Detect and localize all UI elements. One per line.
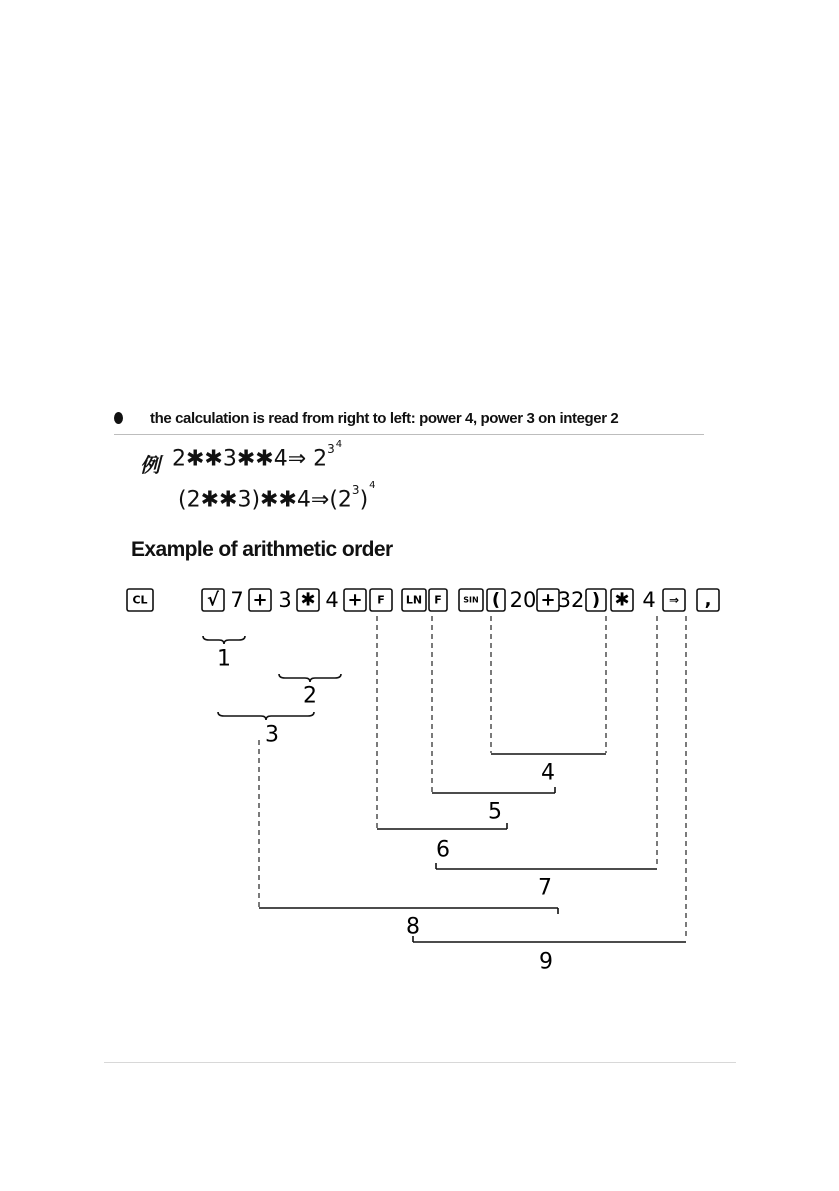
footer-rule (104, 1062, 736, 1063)
key-6 (344, 589, 366, 611)
key-label-17: 4 (642, 588, 656, 612)
key-0 (202, 589, 224, 611)
key-label-19: , (704, 589, 712, 611)
key-18 (663, 589, 685, 611)
example-2-inner-exponent: 3 (351, 483, 360, 497)
key-label-1: 7 (230, 588, 244, 612)
key-label-14: 32 (557, 588, 585, 612)
key-13 (537, 589, 559, 611)
key-label-2: + (252, 589, 268, 611)
key-17 (642, 588, 655, 612)
step-label-1: 1 (217, 646, 231, 672)
key-14 (558, 588, 585, 612)
example-label: 例 (140, 453, 160, 477)
key-15 (586, 589, 606, 611)
key-label-6: + (347, 589, 363, 611)
key-12 (510, 588, 537, 612)
step-label-7: 7 (538, 875, 552, 901)
clear-key (127, 589, 153, 611)
key-11 (487, 589, 505, 611)
key-2 (249, 589, 271, 611)
key-10 (459, 589, 483, 611)
section-heading: Example of arithmetic order (131, 538, 393, 561)
key-label-18: ⇒ (668, 593, 680, 607)
example-1-exponent: 3 (327, 442, 335, 456)
key-3 (278, 588, 291, 612)
example-1-base: 2 (313, 446, 328, 472)
step-label-3: 3 (265, 722, 279, 748)
key-label-15: ) (591, 589, 601, 611)
example-2-close: ) (359, 487, 369, 513)
key-label-16: ✱ (614, 589, 630, 611)
key-4 (297, 589, 319, 611)
step-label-5: 5 (488, 799, 502, 825)
key-label-3: 3 (278, 588, 292, 612)
step-label-9: 9 (539, 949, 553, 975)
key-label-5: 4 (325, 588, 339, 612)
example-2-expression: (2✱✱3)✱✱4⇒ (178, 487, 330, 513)
bracket-2 (279, 674, 341, 682)
key-label-8: LN (405, 593, 423, 607)
key-label-13: + (540, 589, 556, 611)
key-label-7: F (377, 593, 385, 607)
example-2-open: (2 (329, 487, 352, 513)
order-brackets (203, 616, 686, 975)
key-16 (611, 589, 633, 611)
note-text: the calculation is read from right to left: power 4, power 3 on integer 2 (150, 410, 619, 427)
key-1 (230, 588, 243, 612)
key-9 (429, 589, 447, 611)
key-19 (697, 589, 719, 611)
key-label-4: ✱ (300, 589, 316, 611)
key-label-11: ( (491, 589, 501, 611)
key-7 (370, 589, 392, 611)
key-label-9: F (434, 593, 442, 607)
key-label-0: √ (206, 589, 220, 611)
step-label-6: 6 (436, 837, 450, 863)
bracket-3 (218, 712, 314, 720)
step-label-4: 4 (541, 760, 555, 786)
key-8 (402, 589, 426, 611)
key-label-10: SIN (463, 595, 479, 605)
example-1-exponent-2: 4 (335, 439, 343, 451)
example-2-outer-exponent: 4 (369, 480, 376, 492)
bracket-1 (203, 636, 245, 644)
clear-key-label: CL (132, 593, 148, 607)
step-label-2: 2 (303, 683, 317, 709)
example-1-expression: 2✱✱3✱✱4⇒ (172, 446, 314, 472)
key-sequence (202, 588, 719, 612)
key-label-12: 20 (509, 588, 537, 612)
step-label-8: 8 (406, 914, 420, 940)
key-5 (325, 588, 338, 612)
